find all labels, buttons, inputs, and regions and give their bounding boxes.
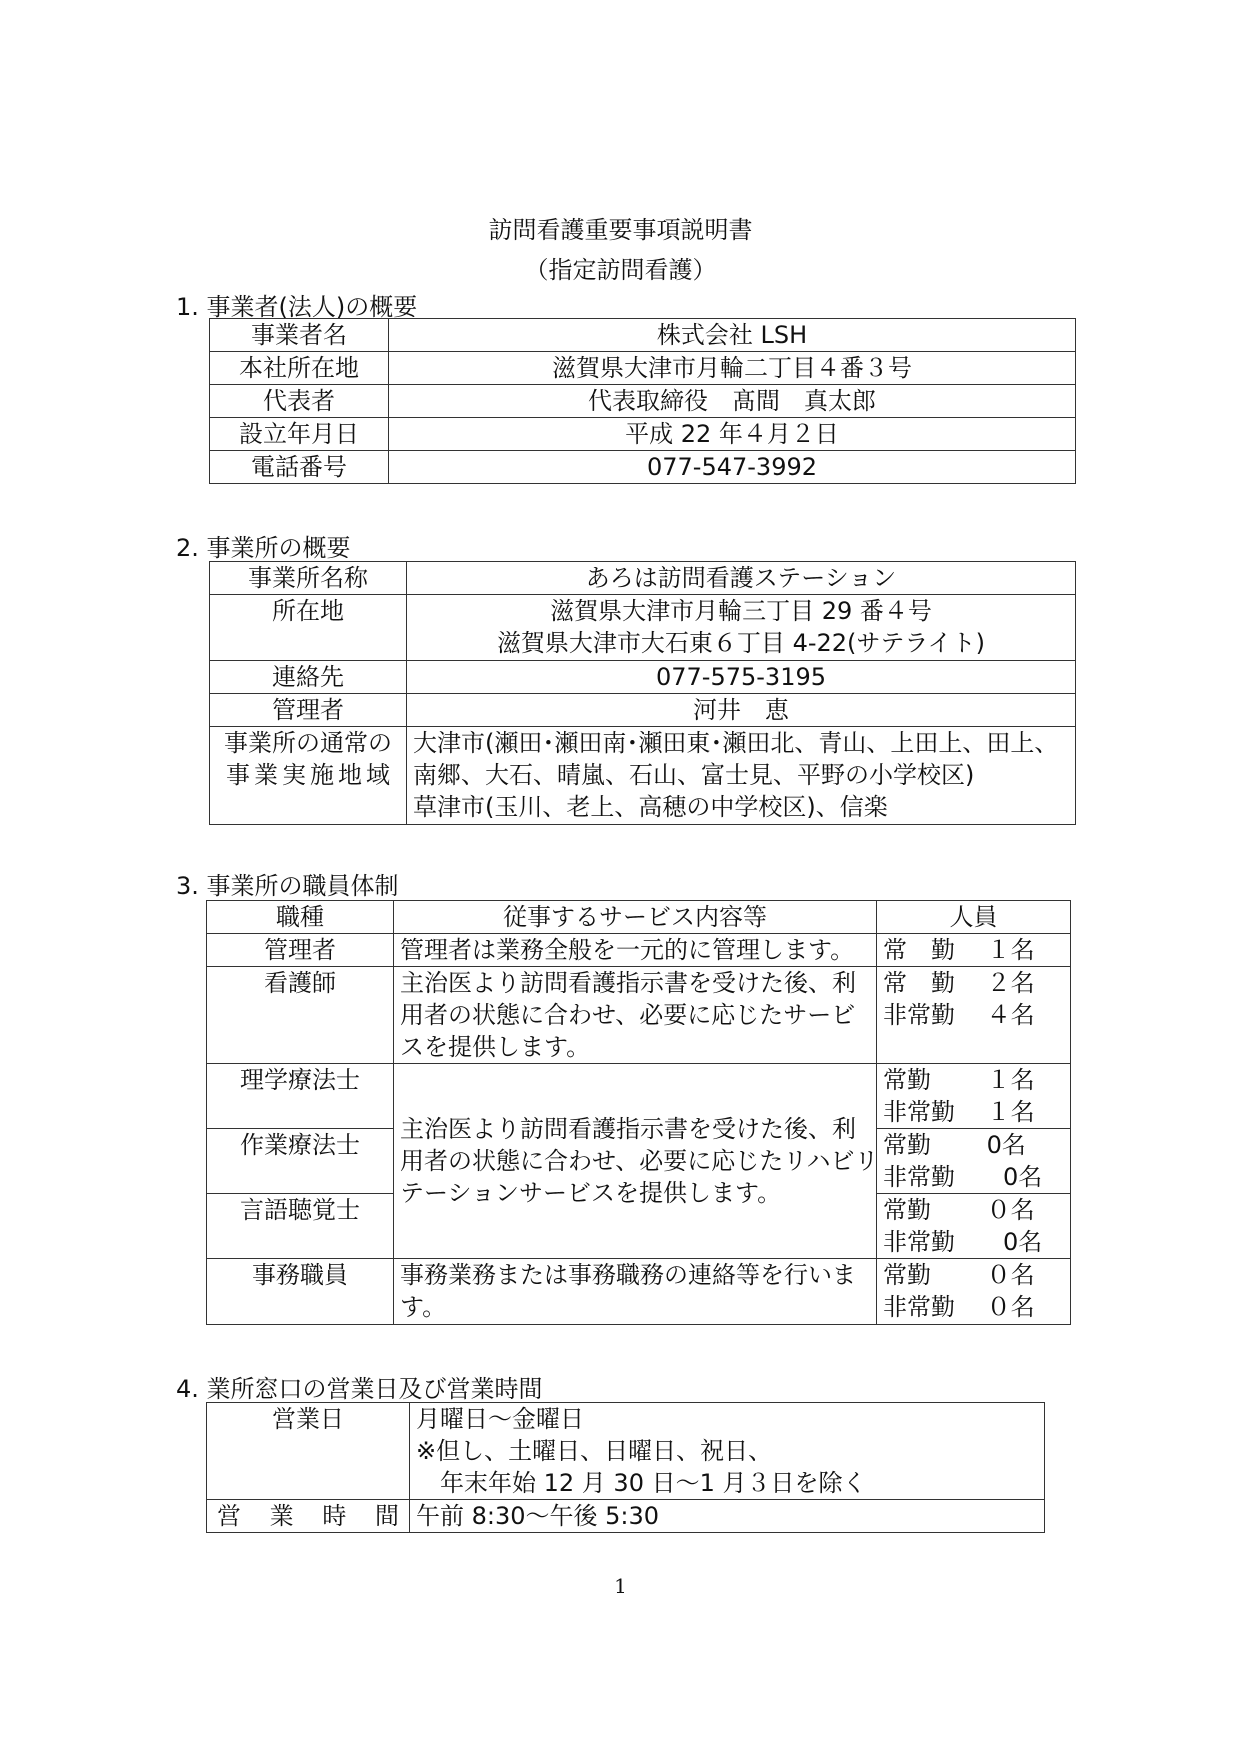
office-row bbox=[210, 694, 1076, 727]
document-title: 訪問看護重要事項説明書 bbox=[488, 216, 753, 244]
role-st: 言語聴覚士 bbox=[207, 1194, 394, 1259]
company-value: 株式会社 LSH bbox=[389, 319, 1076, 352]
header-staff: 人員 bbox=[877, 901, 1071, 934]
role-pt: 理学療法士 bbox=[207, 1064, 394, 1129]
staff-count: 常勤 ０名 bbox=[883, 1196, 1035, 1224]
header-role: 職種 bbox=[207, 901, 394, 934]
header-service: 従事するサービス内容等 bbox=[394, 901, 877, 934]
office-row bbox=[210, 727, 1076, 825]
service-line: テーションサービスを提供します。 bbox=[400, 1179, 782, 1207]
office-row bbox=[210, 562, 1076, 595]
staff-count: 非常勤 ４名 bbox=[883, 1001, 1035, 1029]
role-clerk: 事務職員 bbox=[207, 1259, 394, 1325]
staff-count: 常勤 0名 bbox=[883, 1131, 1026, 1159]
days-line: 年末年始 12 月 30 日～1 月３日を除く bbox=[416, 1469, 867, 1497]
role-ot: 作業療法士 bbox=[207, 1129, 394, 1194]
company-value: 平成 22 年４月２日 bbox=[389, 418, 1076, 451]
office-area-label bbox=[210, 727, 407, 825]
service-line: スを提供します。 bbox=[400, 1033, 591, 1061]
document-subtitle: （指定訪問看護） bbox=[524, 256, 717, 284]
staff-table bbox=[206, 900, 1071, 1325]
office-name-label: 事業所名称 bbox=[210, 562, 407, 595]
service-nurse bbox=[394, 967, 877, 1064]
company-row bbox=[210, 451, 1076, 484]
company-value: 代表取締役 髙間 真太郎 bbox=[389, 385, 1076, 418]
business-hours-value: 午前 8:30～午後 5:30 bbox=[410, 1500, 1045, 1533]
staff-row bbox=[207, 1259, 1071, 1325]
company-label: 代表者 bbox=[210, 385, 389, 418]
service-rehab bbox=[394, 1064, 877, 1259]
staff-row bbox=[207, 1064, 1071, 1129]
staff-nurse bbox=[877, 967, 1071, 1064]
staff-row bbox=[207, 967, 1071, 1064]
days-line: 月曜日～金曜日 bbox=[416, 1405, 584, 1433]
service-line: す。 bbox=[400, 1293, 447, 1321]
staff-header-row bbox=[207, 901, 1071, 934]
staff-clerk bbox=[877, 1259, 1071, 1325]
service-line: 用者の状態に合わせ、必要に応じたサービ bbox=[400, 1001, 856, 1029]
role-manager: 管理者 bbox=[207, 934, 394, 967]
staff-count: 常 勤 １名 bbox=[883, 936, 1035, 964]
staff-count: 非常勤 ０名 bbox=[883, 1293, 1035, 1321]
address-line: 滋賀県大津市大石東６丁目 4-22(サテライト) bbox=[496, 629, 986, 657]
hours-row bbox=[207, 1403, 1045, 1500]
office-manager-value: 河井 恵 bbox=[407, 694, 1076, 727]
section1-heading: 1. 事業者(法人)の概要 bbox=[176, 293, 418, 321]
office-area-value bbox=[407, 727, 1076, 825]
office-address-label: 所在地 bbox=[210, 595, 407, 661]
staff-row bbox=[207, 934, 1071, 967]
area-line: 南郷、大石、晴嵐、石山、富士見、平野の小学校区) bbox=[413, 761, 975, 789]
company-label: 設立年月日 bbox=[210, 418, 389, 451]
service-line: 主治医より訪問看護指示書を受けた後、利 bbox=[400, 969, 856, 997]
office-contact-value: 077-575-3195 bbox=[407, 661, 1076, 694]
business-days-value bbox=[410, 1403, 1045, 1500]
staff-count: 常勤 ０名 bbox=[883, 1261, 1035, 1289]
hours-table bbox=[206, 1402, 1045, 1533]
days-line: ※但し、土曜日、日曜日、祝日、 bbox=[416, 1437, 773, 1465]
service-manager: 管理者は業務全般を一元的に管理します。 bbox=[394, 934, 877, 967]
role-nurse: 看護師 bbox=[207, 967, 394, 1064]
company-value: 滋賀県大津市月輪二丁目４番３号 bbox=[389, 352, 1076, 385]
company-row bbox=[210, 319, 1076, 352]
area-label-line: 事業実施地域 bbox=[226, 761, 390, 789]
company-row bbox=[210, 352, 1076, 385]
address-line: 滋賀県大津市月輪三丁目 29 番４号 bbox=[550, 597, 932, 625]
staff-ot bbox=[877, 1129, 1071, 1194]
staff-st bbox=[877, 1194, 1071, 1259]
business-days-label: 営業日 bbox=[207, 1403, 410, 1500]
service-line: 事務業務または事務職務の連絡等を行いま bbox=[400, 1261, 856, 1289]
page-number: 1 bbox=[614, 1574, 627, 1598]
service-line: 用者の状態に合わせ、必要に応じたリハビリ bbox=[400, 1147, 879, 1175]
section3-heading: 3. 事業所の職員体制 bbox=[176, 872, 399, 900]
company-row bbox=[210, 385, 1076, 418]
company-table bbox=[209, 318, 1076, 484]
staff-pt bbox=[877, 1064, 1071, 1129]
company-value: 077-547-3992 bbox=[389, 451, 1076, 484]
area-line: 大津市(瀬田･瀬田南･瀬田東･瀬田北、青山、上田上、田上、 bbox=[413, 729, 1059, 757]
area-label-line: 事業所の通常の bbox=[224, 729, 392, 757]
area-line: 草津市(玉川、老上、高穂の中学校区)、信楽 bbox=[413, 793, 888, 821]
staff-count: 非常勤 0名 bbox=[883, 1228, 1043, 1256]
business-hours-label: 営業時間 bbox=[207, 1500, 410, 1533]
office-table bbox=[209, 561, 1076, 825]
staff-manager bbox=[877, 934, 1071, 967]
company-label: 事業者名 bbox=[210, 319, 389, 352]
staff-count: 非常勤 １名 bbox=[883, 1098, 1035, 1126]
hours-row bbox=[207, 1500, 1045, 1533]
office-name-value: あろは訪問看護ステーション bbox=[407, 562, 1076, 595]
staff-count: 非常勤 0名 bbox=[883, 1163, 1043, 1191]
service-line: 主治医より訪問看護指示書を受けた後、利 bbox=[400, 1115, 856, 1143]
office-row bbox=[210, 595, 1076, 661]
service-clerk bbox=[394, 1259, 877, 1325]
office-manager-label: 管理者 bbox=[210, 694, 407, 727]
company-row bbox=[210, 418, 1076, 451]
company-label: 電話番号 bbox=[210, 451, 389, 484]
office-contact-label: 連絡先 bbox=[210, 661, 407, 694]
staff-count: 常 勤 ２名 bbox=[883, 969, 1035, 997]
company-label: 本社所在地 bbox=[210, 352, 389, 385]
section2-heading: 2. 事業所の概要 bbox=[176, 534, 351, 562]
office-row bbox=[210, 661, 1076, 694]
section4-heading: 4. 業所窓口の営業日及び営業時間 bbox=[176, 1375, 543, 1403]
staff-count: 常勤 １名 bbox=[883, 1066, 1035, 1094]
office-address-value bbox=[407, 595, 1076, 661]
